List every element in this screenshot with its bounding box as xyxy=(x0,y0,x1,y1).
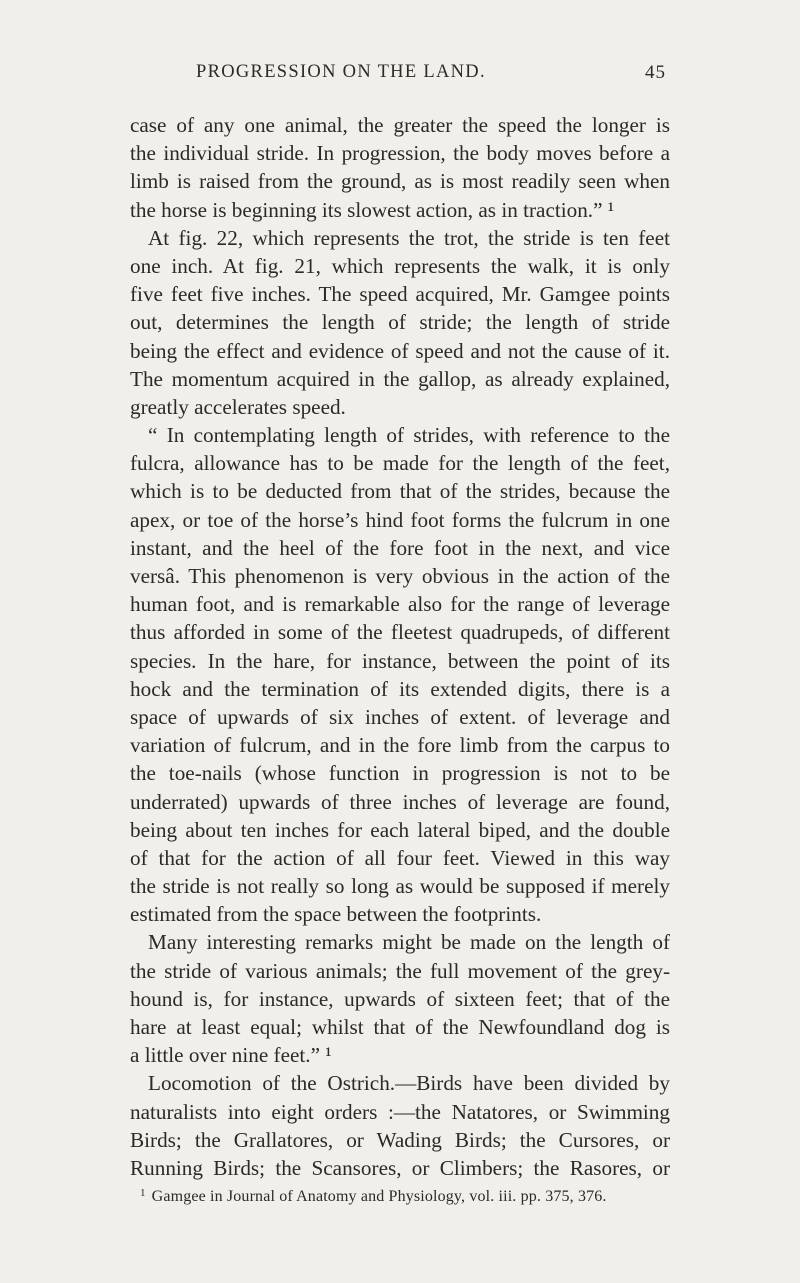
text-line: five feet five inches. The speed acquired, Mr. Gamgee points xyxy=(130,282,670,307)
text-line: underrated) upwards of three inches of leverage are found, xyxy=(130,789,670,814)
text-line: out, determines the length of stride; the length of stride xyxy=(130,310,670,335)
footnote xyxy=(140,1183,670,1207)
text-line: the stride is not really so long as would be supposed if merely xyxy=(130,874,670,899)
text-line: the horse is beginning its slowest action, as in traction.” ¹ xyxy=(130,197,615,222)
text-line: variation of fulcrum, and in the fore limb from the carpus to xyxy=(130,733,670,758)
text-line: estimated from the space between the footprints. xyxy=(130,902,542,927)
text-line: Running Birds; the Scansores, or Climbers; the Rasores, or xyxy=(130,1155,670,1180)
text-line: one inch. At fig. 21, which represents the walk, it is only xyxy=(130,253,670,278)
text-line: limb is raised from the ground, as is most readily seen when xyxy=(130,169,670,194)
footnote-marker: 1 xyxy=(140,1187,146,1199)
text-line: Many interesting remarks might be made on the length of xyxy=(148,930,670,955)
footnote-text: Gamgee in Journal of Anatomy and Physiology, vol. iii. pp. 375, 376. xyxy=(151,1188,607,1205)
body-text xyxy=(130,111,670,1182)
text-line: case of any one animal, the greater the speed the longer is xyxy=(130,113,670,137)
text-line: fulcra, allowance has to be made for the length of the feet, xyxy=(130,451,670,476)
text-line: of that for the action of all four feet. Viewed in this way xyxy=(130,845,670,870)
text-line: instant, and the heel of the fore foot in the next, and vice xyxy=(130,535,670,560)
text-line: species. In the hare, for instance, between the point of its xyxy=(130,648,670,673)
text-line: naturalists into eight orders :—the Natatores, or Swimming xyxy=(130,1099,670,1124)
text-line: The momentum acquired in the gallop, as already explained, xyxy=(130,366,670,391)
text-line: hock and the termination of its extended digits, there is a xyxy=(130,676,670,701)
text-line: the individual stride. In progression, the body moves before a xyxy=(130,141,670,166)
text-line: “ In contemplating length of strides, with reference to the xyxy=(148,423,670,448)
text-line: the toe-nails (whose function in progression is not to be xyxy=(130,761,670,786)
text-line: At fig. 22, which represents the trot, the stride is ten feet xyxy=(148,225,670,250)
page-header xyxy=(130,62,670,92)
text-line: being the effect and evidence of speed and not the cause of it. xyxy=(130,338,670,363)
text-line: hound is, for instance, upwards of sixteen feet; that of the xyxy=(130,986,670,1011)
text-line: being about ten inches for each lateral biped, and the double xyxy=(130,817,670,842)
text-line: a little over nine feet.” ¹ xyxy=(130,1043,332,1068)
text-line: Locomotion of the Ostrich.—Birds have been divided by xyxy=(148,1071,670,1096)
running-head: PROGRESSION ON THE LAND. xyxy=(196,62,486,82)
text-line: which is to be deducted from that of the strides, because the xyxy=(130,479,670,504)
text-line: versâ. This phenomenon is very obvious in the action of the xyxy=(130,564,670,588)
text-line: the stride of various animals; the full movement of the grey- xyxy=(130,958,670,983)
text-line: Birds; the Grallatores, or Wading Birds; the Cursores, or xyxy=(130,1127,670,1152)
page-number: 45 xyxy=(645,62,666,83)
text-line: human foot, and is remarkable also for the range of leverage xyxy=(130,592,670,617)
text-line: hare at least equal; whilst that of the Newfoundland dog is xyxy=(130,1015,670,1039)
text-line: thus afforded in some of the fleetest quadrupeds, of different xyxy=(130,620,670,645)
text-line: apex, or toe of the horse’s hind foot forms the fulcrum in one xyxy=(130,507,670,532)
text-line: space of upwards of six inches of extent. of leverage and xyxy=(130,704,670,729)
text-line: greatly accelerates speed. xyxy=(130,394,346,419)
